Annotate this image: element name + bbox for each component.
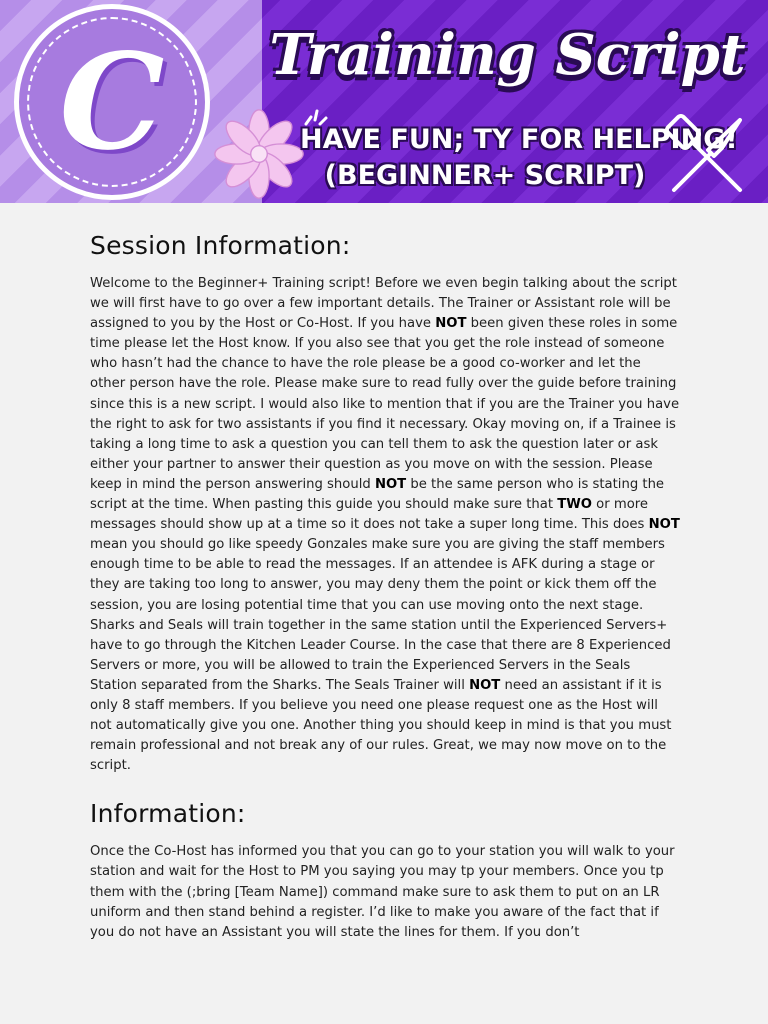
- page-title: Training Script: [269, 22, 746, 88]
- logo-badge-icon: [14, 4, 210, 200]
- logo-letter: C: [59, 24, 165, 180]
- section-heading-session-information: Session Information:: [90, 231, 351, 260]
- crossed-spatula-knife-icon: [662, 112, 752, 200]
- information-paragraph: Once the Co-Host has informed you that you can go to your station you will walk to your station and wait for the Host to PM you saying you may tp your members. Once you tp them with the (;bring [Team Name]) command make sure to ask them to put on an LR uniform and then stand behind a register. I’d like to make you aware of the fact that if you do not have an Assistant you will state the lines for them. If you don’t: [90, 844, 675, 940]
- document-body: [90, 218, 680, 953]
- section-heading-information: Information:: [90, 799, 246, 829]
- subtitle-line-2: (BEGINNER+ SCRIPT): [324, 160, 646, 191]
- subtitle-line-1: HAVE FUN; TY FOR HELPING!: [300, 124, 738, 155]
- flower-icon: [213, 108, 305, 200]
- session-information-paragraph: Welcome to the Beginner+ Training script! Before we even begin talking about the script we will first have to go over a few important details. The Trainer or Assistant role will be assigned to you by the Host or Co-Host. If you have NOT been given these roles in some time please let the Host know. If you also see that you get the role instead of someone who hasn’t had the chance to have the role please be a good co-worker and let the other person have the role. Please make sure to read fully over the guide before training since this is a new script. I would also like to mention that if you are the Trainer you have the right to ask for two assistants if you find it necessary. Okay moving on, if a Trainee is taking a long time to ask a question you can tell them to ask the question later or ask either your partner to answer their question as you move on with the session. Please keep in mind the person answering should NOT be the same person who is stating the script at the time. When pasting this guide you should make sure that TWO or more messages should show up at a time so it does not take a super long time. This does NOT mean you should go like speedy Gonzales make sure you are giving the staff members enough time to be able to read the messages. If an attendee is AFK during a stage or they are taking too long to answer, you may deny them the point or kick them off the session, you are losing potential time that you can use moving onto the next stage. Sharks and Seals will train together in the same station until the Experienced Servers+ have to go through the Kitchen Leader Course. In the case that there are 8 Experienced Servers or more, you will be allowed to train the Experienced Servers in the Seals Station separated from the Sharks. The Seals Trainer will NOT need an assistant if it is only 8 staff members. If you believe you need one please request one as the Host will not automatically give you one. Another thing you should keep in mind is that you must remain professional and not break any of our rules. Great, we may now move on to the script.: [90, 276, 680, 774]
- header-banner: [0, 0, 768, 203]
